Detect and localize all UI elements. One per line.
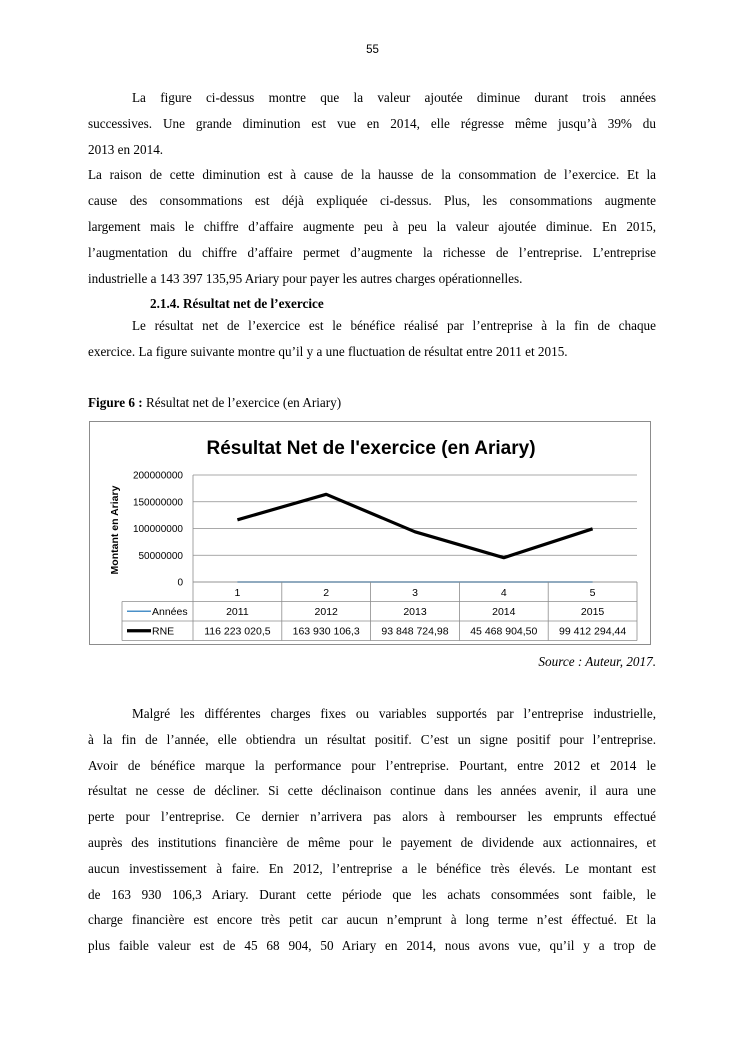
closing-line: perte pour l’entreprise. Ce dernier n’arrivera pas alors à rembourser les emprunts effectué [88, 809, 656, 825]
closing-line: charge financière est encore très petit car aucun n’emprunt à long terme n’est éffectué. Et la [88, 912, 656, 928]
intro-line: La figure ci-dessus montre que la valeur ajoutée diminue durant trois années [132, 90, 656, 105]
page-number: 55 [366, 44, 379, 56]
data-cell: 163 930 106,3 [292, 625, 360, 638]
closing-line: aucun investissement à faire. En 2012, l’entreprise a le bénéfice très élevés. Le montant est [88, 860, 656, 876]
intro-line: 2013 en 2014. [88, 141, 164, 157]
category-label: 2 [323, 587, 330, 599]
data-cell: 2011 [226, 605, 249, 618]
intro-line: l’augmentation du chiffre d’affaire permet d’augmente la richesse de l’entreprise. L’entreprise [88, 244, 656, 260]
closing-line: de 163 930 106,3 Ariary. Durant cette période que les achats consommées sont faible, le [88, 886, 656, 902]
chart-y-tick-label: 50000000 [138, 550, 183, 562]
figure-label: Figure 6 : [88, 395, 143, 410]
closing-line: Avoir de bénéfice marque la performance pour l’entreprise. Pourtant, entre 2012 et 2014 le [88, 757, 656, 773]
figure-caption [88, 395, 341, 411]
data-cell: 99 412 294,44 [559, 625, 627, 638]
intro-line: La raison de cette diminution est à cause de la hausse de la consommation de l’exercice. Et la [88, 167, 656, 183]
closing-line: à la fin de l’année, elle obtiendra un résultat positif. C’est un signe positif pour l’entreprise. [88, 731, 656, 747]
data-cell: 2013 [403, 605, 427, 618]
chart-gridlines [193, 475, 637, 582]
category-label: 1 [234, 587, 241, 599]
chart-data-table [122, 582, 637, 641]
data-cell: 45 468 904,50 [470, 625, 538, 638]
category-label: 4 [500, 587, 507, 599]
section-line: exercice. La figure suivante montre qu’il y a une fluctuation de résultat entre 2011 et 2015. [88, 343, 568, 359]
chart-y-tick-label: 150000000 [132, 497, 183, 509]
data-cell: 93 848 724,98 [381, 625, 449, 638]
chart-title: Résultat Net de l'exercice (en Ariary) [206, 438, 536, 459]
data-cell: 2012 [314, 605, 338, 618]
chart-y-axis-label: Montant en Ariary [109, 485, 121, 575]
intro-line: successives. Une grande diminution est vue en 2014, elle régresse même jusqu’à 39% du [88, 115, 656, 131]
data-cell: 116 223 020,5 [204, 625, 271, 638]
data-cell: 2014 [492, 605, 516, 618]
chart-y-tick-label: 100000000 [132, 524, 183, 535]
intro-line: cause des consommations est déjà expliquée ci-dessus. Plus, les consommations augmente [88, 193, 656, 209]
chart-frame [89, 421, 651, 645]
chart-y-tick-label: 200000000 [132, 470, 183, 482]
section-line: Le résultat net de l’exercice est le bénéfice réalisé par l’entreprise à la fin de chaque [132, 318, 656, 333]
closing-paragraph [88, 701, 656, 959]
legend-label: RNE [152, 625, 175, 638]
intro-paragraph [88, 85, 656, 291]
closing-line: plus faible valeur est de 45 68 904, 50 Ariary en 2014, nous avons vue, qu’il y a trop de [88, 938, 656, 954]
category-label: 3 [412, 587, 418, 599]
legend-label: Années [152, 605, 188, 618]
chart-y-ticks [133, 471, 184, 589]
category-label: 5 [589, 587, 596, 599]
figure-caption-text: Résultat net de l’exercice (en Ariary) [142, 395, 342, 410]
figure-source: Source : Auteur, 2017. [538, 654, 656, 669]
chart-y-tick-label: 0 [177, 577, 183, 589]
closing-line: auprès des institutions financière de même pour le payement de dividende aux actionnaires, et [88, 834, 656, 850]
result-line-chart [90, 422, 650, 644]
data-cell: 2015 [580, 605, 605, 618]
chart-series [237, 494, 592, 582]
rne-series-line [237, 494, 592, 557]
section-heading: 2.1.4. Résultat net de l’exercice [150, 296, 324, 311]
intro-line: industrielle a 143 397 135,95 Ariary pour payer les autres charges opérationnelles. [88, 270, 523, 286]
closing-line: Malgré les différentes charges fixes ou variables supportés par l’entreprise industrielle, [132, 706, 656, 721]
section-paragraph [88, 313, 656, 365]
closing-line: résultat ne cesse de décliner. Si cette déclinaison continue dans les années avenir, il aura une [88, 783, 656, 799]
intro-line: largement mais le chiffre d’affaire augmente peu à peu la valeur ajoutée diminue. En 2015, [88, 218, 656, 234]
